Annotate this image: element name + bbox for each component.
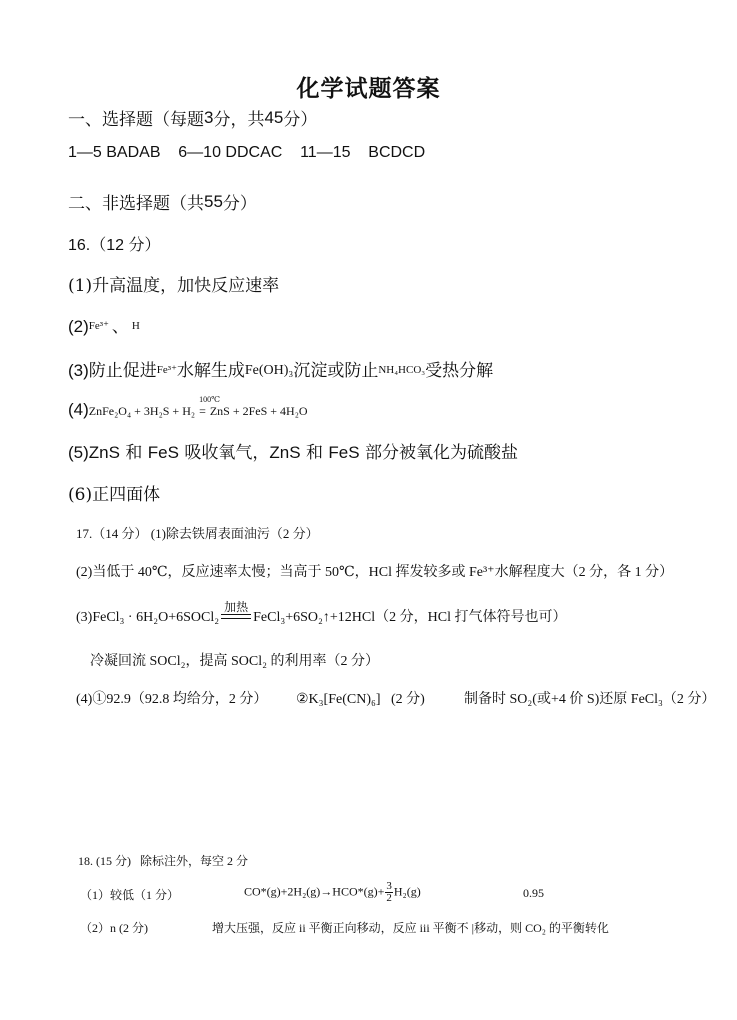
q16-answer-4-equals: =: [199, 404, 206, 418]
section2-heading-suffix: 分）: [222, 194, 257, 214]
section1-total: 45: [264, 108, 284, 127]
q17-answer-3: [76, 600, 567, 626]
q16-answer-6: (6)正四面体: [68, 485, 161, 505]
q16-answer-3-text1: 防止促进: [88, 361, 157, 381]
q16-answer-5-fes-2: FeS: [328, 443, 360, 462]
q18-answer-1-equation: [244, 881, 421, 904]
q16-answer-3-compound: Fe(OH)₃: [244, 363, 294, 378]
q17-heading: 17.（14 分） (1)除去铁屑表面油污（2 分）: [76, 526, 319, 541]
q16-answer-2-ion2: H: [131, 320, 140, 332]
q18-answer-1-frac-num: 3: [386, 880, 392, 892]
q18-answer-1-fraction: [385, 881, 393, 904]
section1-answers: 1—5 BADAB 6—10 DDCAC 11—15 BCDCD: [68, 144, 426, 161]
q16-answer-5-text2: 部分被氧化为硫酸盐: [364, 443, 518, 463]
q16-answer-3-text2: 水解生成: [176, 361, 245, 381]
q16-answer-5-fes-1: FeS: [147, 443, 179, 462]
q16-answer-4-rhs: ZnS + 2FeS + 4H₂O: [209, 404, 308, 418]
section1-heading-prefix: 一、选择题（每题: [68, 110, 204, 130]
q16-answer-3-text3: 沉淀或防止: [293, 361, 379, 381]
q16-answer-1: (1)升高温度，加快反应速率: [68, 276, 280, 296]
section1-heading-mid: 分，共: [213, 110, 265, 130]
q16-answer-5: [68, 438, 518, 463]
q16-answer-4-number: (4): [68, 400, 89, 419]
q18-answer-1-eq-left: CO*(g)+2H₂(g)→HCO*(g)+: [244, 884, 385, 899]
q16-answer-3-salt: NH₄HCO₃: [378, 364, 426, 376]
q17-answer-3-heating-arrow: [221, 600, 251, 626]
q18-answer-2-text: 增大压强，反应 ii 平衡正向移动，反应 iii 平衡不 |移动，则 CO₂ 的平衡转化: [212, 921, 609, 935]
q18-heading: 18. (15 分) 除标注外，每空 2 分: [78, 854, 248, 868]
q17-answer-3b: 冷凝回流 SOCl₂，提高 SOCl₂ 的利用率（2 分）: [90, 654, 380, 669]
q17-answer-2: (2)当低于 40℃，反应速率太慢；当高于 50℃，HCl 挥发较多或 Fe³⁺水解程度大（2 分，各 1 分）: [76, 565, 674, 580]
q17-answer-4-part2: ②K₃[Fe(CN)₆] (2 分): [296, 692, 425, 707]
q16-answer-3-text4: 受热分解: [425, 361, 494, 381]
section2-total: 55: [204, 192, 223, 211]
q16-answer-3: [68, 356, 493, 381]
q16-answer-4-lhs: ZnFe₂O₄ + 3H₂S + H₂: [88, 404, 196, 418]
q16-answer-4-condition: 100℃: [199, 395, 221, 404]
q18-answer-2-label: （2）n (2 分): [80, 921, 148, 935]
q18-answer-1-frac-den: 2: [386, 892, 392, 904]
section2-heading: [68, 189, 257, 214]
q16-answer-5-and-1: 和: [125, 443, 143, 463]
q16-answer-4: [68, 395, 308, 420]
q16-answer-5-zns-1: ZnS: [88, 443, 120, 462]
q16-answer-3-number: (3): [68, 361, 89, 380]
q17-answer-3-rhs: FeCl₃+6SO₂↑+12HCl（2 分，HCl 打气体符号也可）: [253, 610, 567, 625]
page-title: 化学试题答案: [296, 75, 441, 102]
q17-answer-3-condition: 加热: [224, 600, 249, 614]
q17-answer-3-lhs: (3)FeCl₃ · 6H₂O+6SOCl₂: [76, 610, 220, 625]
section1-heading: [68, 105, 317, 130]
q16-answer-2: [68, 312, 140, 337]
section1-per-score: 3: [204, 108, 214, 127]
q18-answer-1-value: 0.95: [523, 886, 544, 900]
q17-answer-4-part1: (4)①92.9（92.8 均给分，2 分）: [76, 692, 268, 707]
section1-heading-suffix: 分）: [283, 110, 318, 130]
q18-answer-1-eq-right: H₂(g): [393, 884, 421, 899]
q18-answer-1-label: （1）较低（1 分）: [80, 888, 180, 902]
q16-heading: 16.（12 分）: [68, 237, 161, 254]
q16-answer-2-ion1: Fe³⁺: [88, 320, 109, 332]
q16-answer-5-and-2: 和: [305, 443, 323, 463]
section2-heading-prefix: 二、非选择题（共: [68, 194, 204, 214]
q16-answer-2-number: (2): [68, 317, 89, 336]
q16-answer-5-text1: 吸收氧气，: [184, 443, 270, 463]
q16-answer-5-number: (5): [68, 443, 89, 462]
q16-answer-2-sep: 、: [111, 317, 129, 337]
q16-answer-5-zns-2: ZnS: [269, 443, 301, 462]
q16-answer-4-condition-arrow: [199, 395, 221, 419]
q17-answer-4-part3: 制备时 SO₂(或+4 价 S)还原 FeCl₃（2 分）: [464, 692, 716, 707]
q16-answer-3-ion: Fe³⁺: [156, 364, 177, 376]
